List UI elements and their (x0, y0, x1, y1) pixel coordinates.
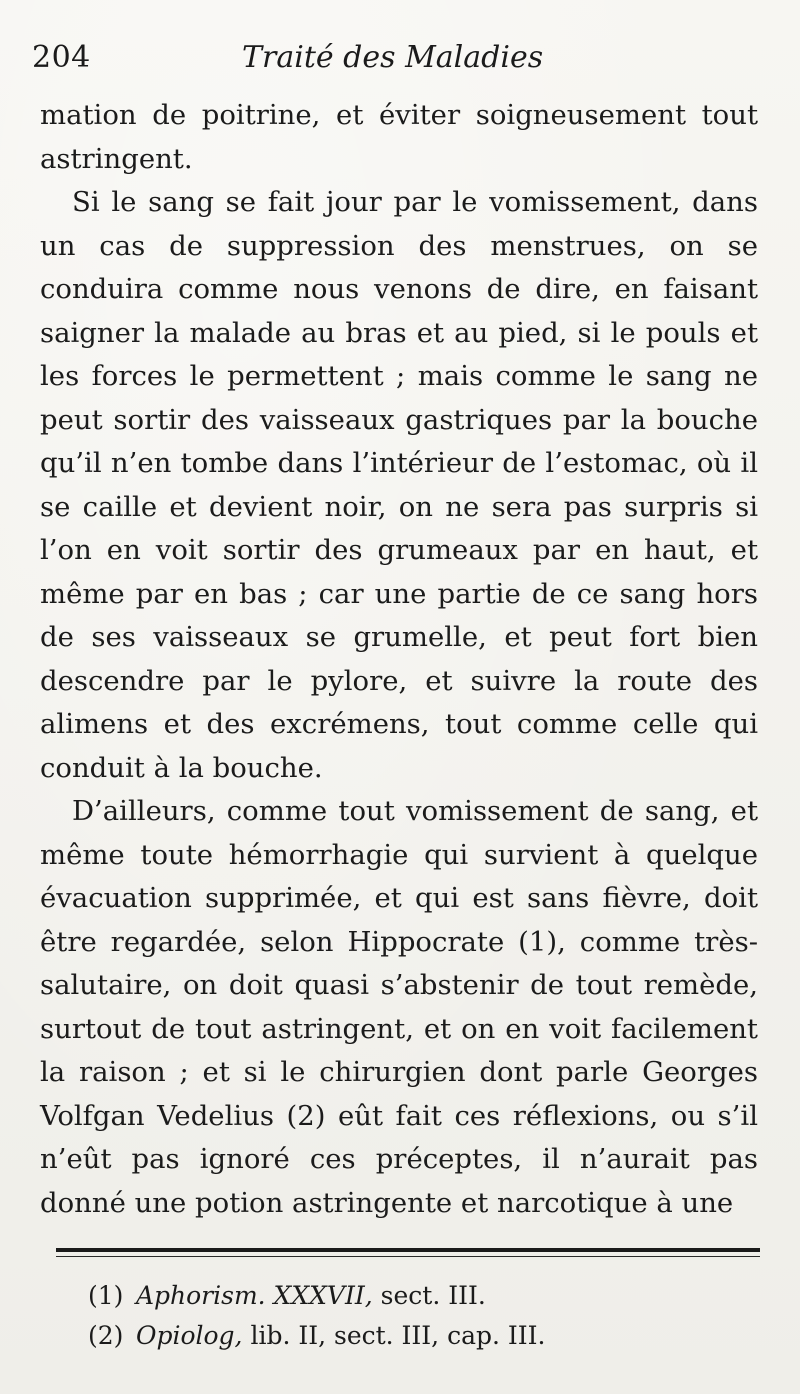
page-number: 204 (32, 40, 91, 75)
running-title: Traité des Maladies (242, 40, 544, 75)
footnote-rule-thin (56, 1256, 760, 1257)
footnote-marker: (2) (88, 1321, 124, 1350)
footnote-2 (88, 1316, 728, 1356)
paragraph-1: mation de poitrine, et éviter soigneusement tout astringent. (40, 99, 758, 175)
footnote-reference-title: Aphorism. XXXVII, (135, 1281, 373, 1310)
footnotes (88, 1276, 728, 1356)
footnote-rule-thick (56, 1248, 760, 1252)
paragraph-3: D’ailleurs, comme tout vomissement de sang, et même toute hémorrhagie qui survient à quelque évacuation supprimée, et qui est sans fièvre, doit être regardée, selon Hippocrate (1), comme très-salutaire, on doit quasi s’abstenir de tout remède, surtout de tout astringent, et on en voit facilement la raison ; et si le chirurgien dont parle Georges Volfgan Vedelius (2) eût fait ces réflexions, ou s’il n’eût pas ignoré ces préceptes, il n’aurait pas donné une potion astringente et narcotique à une (40, 795, 758, 1219)
footnote-marker: (1) (88, 1281, 124, 1310)
body-text (40, 94, 758, 1225)
footnote-1 (88, 1276, 728, 1316)
paragraph-2: Si le sang se fait jour par le vomissement, dans un cas de suppression des menstrues, on se conduira comme nous venons de dire, en faisant saigner la malade au bras et au pied, si le pouls et les forces le permettent ; mais comme le sang ne peut sortir des vaisseaux gastriques par la bouche qu’il n’en tombe dans l’intérieur de l’estomac, où il se caille et devient noir, on ne sera pas surpris si l’on en voit sortir des grumeaux par en haut, et même par en bas ; car une partie de ce sang hors de ses vaisseaux se grumelle, et peut fort bien descendre par le pylore, et suivre la route des alimens et des excrémens, tout comme celle qui conduit à la bouche. (40, 186, 758, 784)
footnote-reference-detail: sect. III. (380, 1281, 486, 1310)
page-header (32, 40, 762, 80)
footnote-reference-title: Opiolog, (135, 1321, 243, 1350)
footnote-reference-detail: lib. II, sect. III, cap. III. (250, 1321, 546, 1350)
